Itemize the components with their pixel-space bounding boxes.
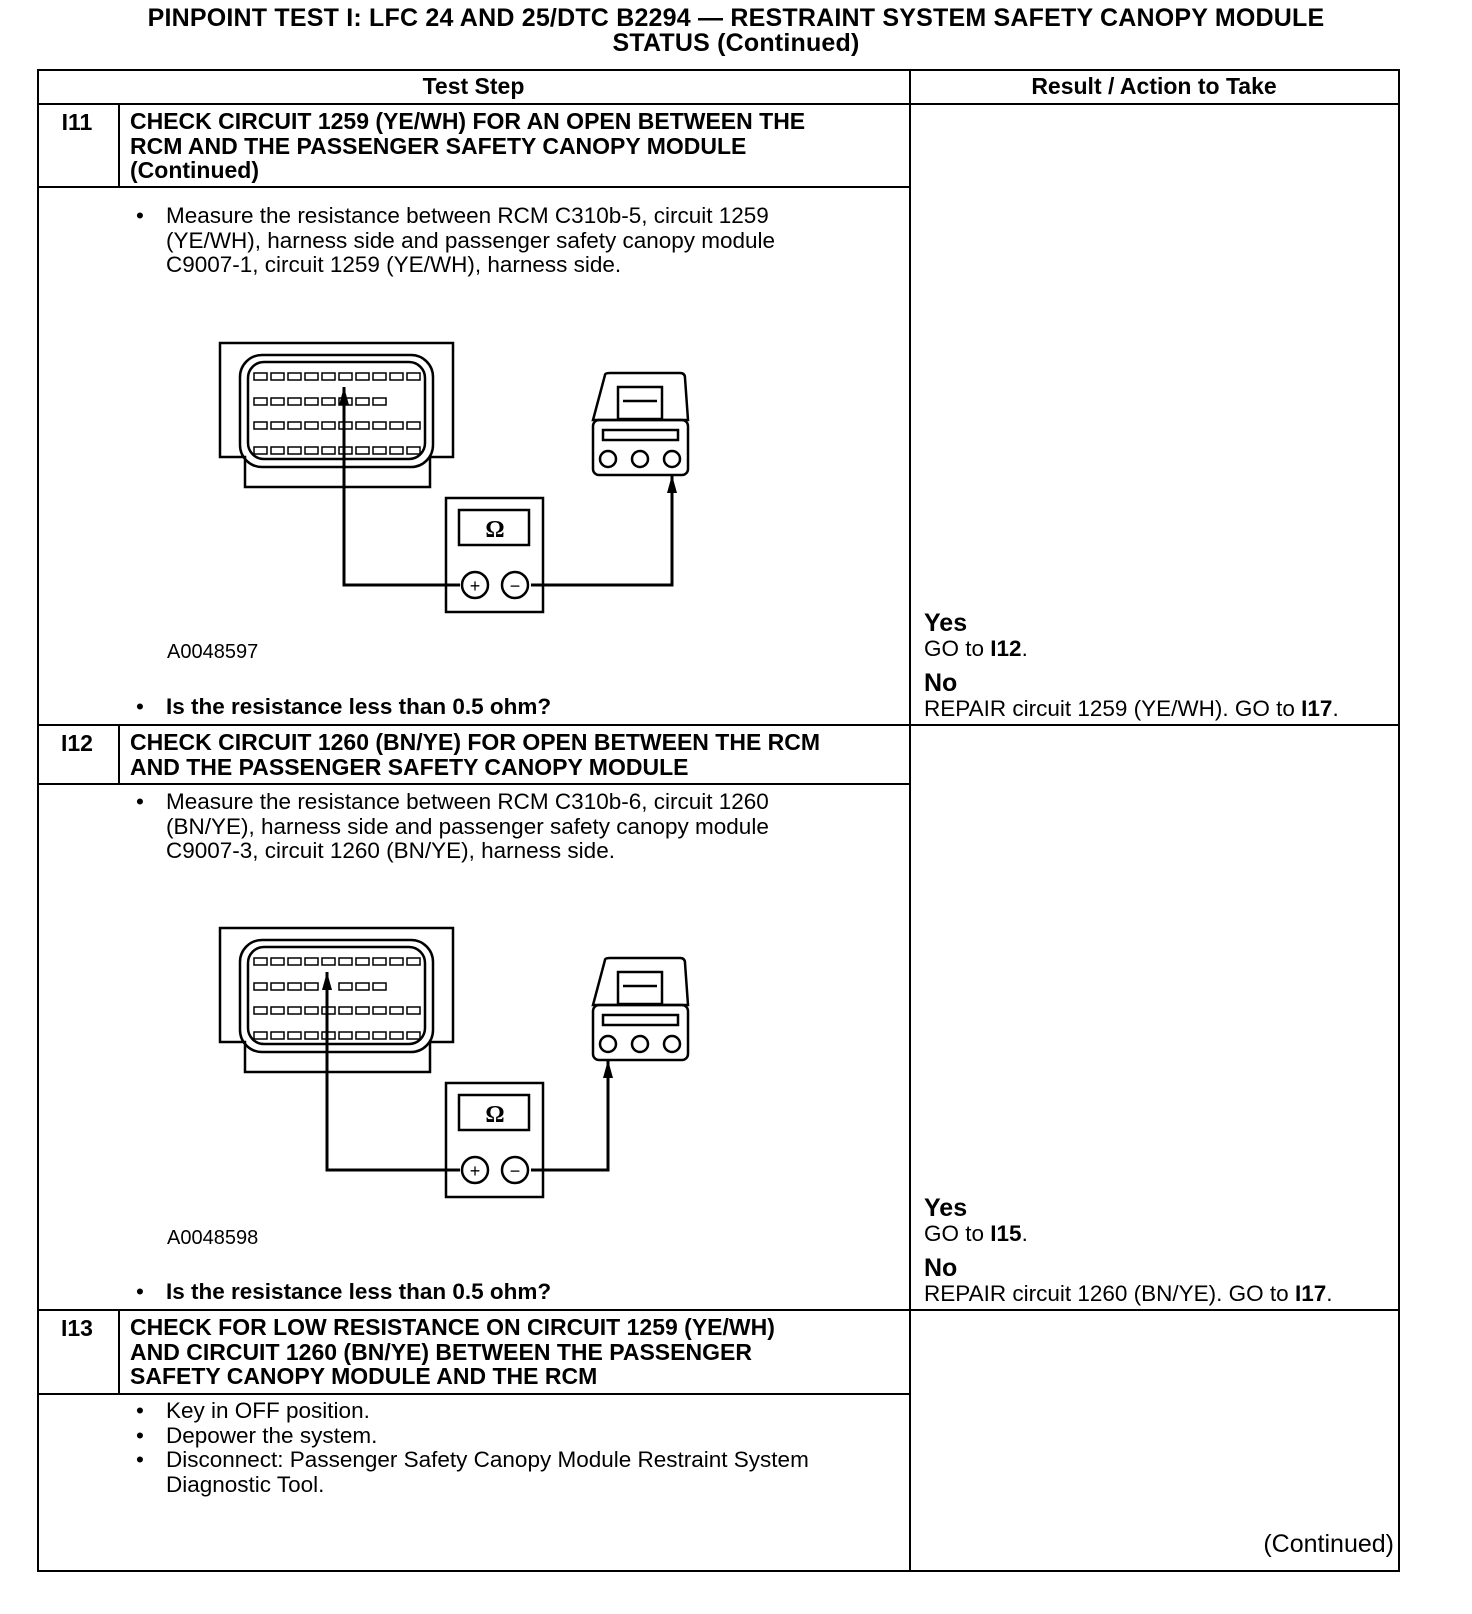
figure-id: A0048597 (167, 641, 259, 663)
step-instructions (130, 204, 775, 278)
wiring-diagram (210, 335, 710, 620)
bullet-icon: • (136, 789, 144, 814)
step-id: I12 (61, 730, 93, 756)
rcm-pin-rows (254, 958, 420, 1039)
list-item: • Depower the system. (130, 1424, 809, 1449)
result-block (924, 609, 1339, 721)
step-id-divider (118, 1310, 120, 1395)
figure-id: A0048598 (167, 1227, 259, 1249)
header-result-action: Result / Action to Take (1031, 73, 1277, 99)
ohmmeter (446, 1083, 543, 1197)
bullet-icon: • (136, 1279, 144, 1304)
result-no-action: REPAIR circuit 1260 (BN/YE). GO to I17. (924, 1281, 1333, 1306)
result-yes-label: Yes (924, 609, 968, 637)
bullet-icon: • (136, 1447, 144, 1472)
page-title (0, 6, 1472, 56)
result-yes-action: GO to I15. (924, 1221, 1028, 1246)
result-block (924, 1194, 1333, 1306)
step-instructions (130, 1399, 809, 1497)
result-yes-label: Yes (924, 1194, 968, 1222)
step-instructions (130, 790, 769, 864)
bullet-icon: • (136, 1398, 144, 1423)
rcm-pin-rows (254, 373, 420, 454)
result-yes-action: GO to I12. (924, 636, 1028, 661)
result-no-action: REPAIR circuit 1259 (YE/WH). GO to I17. (924, 696, 1339, 721)
continued-note: (Continued) (1263, 1530, 1394, 1558)
step-title-rule (37, 1393, 911, 1395)
step-id-divider (118, 725, 120, 785)
step-title: CHECK CIRCUIT 1259 (YE/WH) FOR AN OPEN BETWEEN THE RCM AND THE PASSENGER SAFETY CANOPY MODULE (Continued) (130, 108, 806, 183)
page-title-line-1: PINPOINT TEST I: LFC 24 AND 25/DTC B2294 — RESTRAINT SYSTEM SAFETY CANOPY MODULE (147, 4, 1325, 32)
step-question: • Is the resistance less than 0.5 ohm? (130, 1280, 551, 1304)
rcm-connector-face (240, 940, 433, 1052)
step-question: • Is the resistance less than 0.5 ohm? (130, 695, 551, 719)
bullet-icon: • (136, 1422, 144, 1448)
list-item: • Key in OFF position. (130, 1399, 809, 1424)
step-title-rule (37, 186, 911, 188)
step-title: CHECK FOR LOW RESISTANCE ON CIRCUIT 1259 (YE/WH) AND CIRCUIT 1260 (BN/YE) BETWEEN THE PASSENGER SAFETY CANOPY MODULE AND THE RCM (130, 1314, 775, 1389)
ohm-symbol: Ω (485, 517, 505, 543)
ohmmeter (446, 498, 543, 612)
wiring-diagram (210, 920, 710, 1205)
step-separator (37, 1309, 1400, 1311)
step-id-divider (118, 104, 120, 188)
canopy-module-connector (593, 373, 688, 475)
result-no-label: No (924, 1254, 958, 1282)
header-test-step: Test Step (422, 73, 525, 99)
list-item: • Measure the resistance between RCM C310b-5, circuit 1259 (YE/WH), harness side and passenger safety canopy module C9007-1, circuit 1259 (YE/WH), harness side. (130, 204, 775, 278)
page-title-line-2: STATUS (Continued) (612, 29, 860, 57)
list-item: • Measure the resistance between RCM C310b-6, circuit 1260 (BN/YE), harness side and passenger safety canopy module C9007-3, circuit 1260 (BN/YE), harness side. (130, 790, 769, 864)
step-title: CHECK CIRCUIT 1260 (BN/YE) FOR OPEN BETWEEN THE RCM AND THE PASSENGER SAFETY CANOPY MODULE (130, 729, 821, 780)
plus-terminal: + (469, 1161, 481, 1181)
ohm-symbol: Ω (485, 1102, 505, 1128)
step-separator (37, 724, 1400, 726)
minus-terminal: − (509, 1161, 521, 1181)
bullet-icon: • (136, 203, 144, 228)
result-no-label: No (924, 669, 958, 697)
list-item: • Disconnect: Passenger Safety Canopy Module Restraint System Diagnostic Tool. (130, 1448, 809, 1497)
plus-terminal: + (469, 576, 481, 596)
rcm-connector-face (240, 355, 433, 467)
step-id: I13 (61, 1315, 93, 1341)
step-title-rule (37, 783, 911, 785)
bullet-icon: • (136, 694, 144, 719)
step-id: I11 (61, 109, 93, 135)
header-rule (37, 103, 1400, 105)
minus-terminal: − (509, 576, 521, 596)
canopy-module-connector (593, 958, 688, 1060)
